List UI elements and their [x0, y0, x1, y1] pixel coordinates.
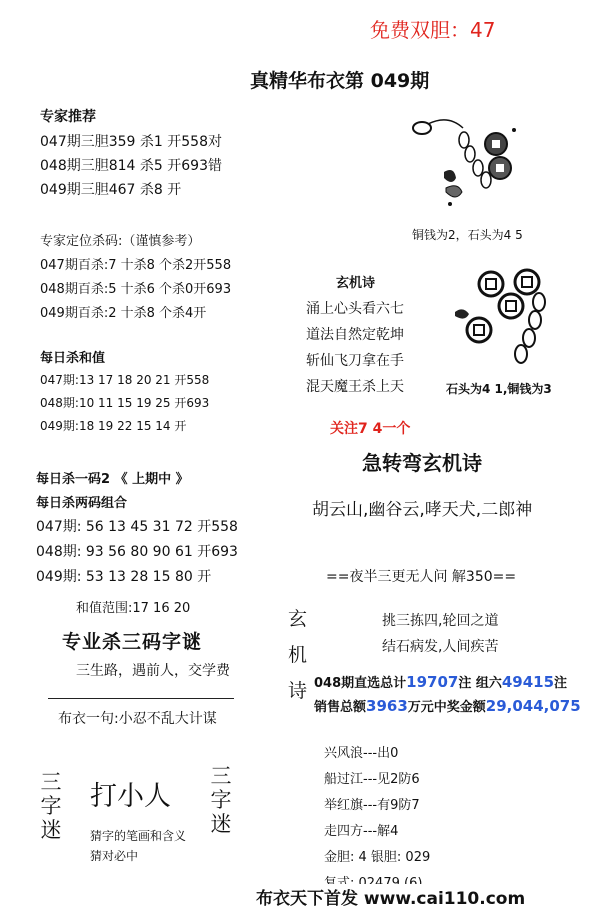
sales-total-value: 3963 [366, 697, 408, 715]
coins-caption-1: 铜钱为2，石头为4 5 [412, 228, 523, 242]
sum-range: 和值范围:17 16 20 [76, 601, 191, 616]
position-kill-heading: 专家定位杀码:（谨慎参考） [40, 234, 201, 249]
daily-code-line: 047期: 56 13 45 31 72 开558 [36, 519, 238, 535]
focus-note: 关注7 4一个 [330, 421, 411, 437]
xuanji-char: 诗 [288, 680, 308, 702]
daily-sum-line: 047期:13 17 18 20 21 开558 [40, 373, 210, 387]
xuanji-line: 挑三拣四,轮回之道 [382, 613, 499, 629]
page-title: 真精华布衣第 049期 [250, 70, 430, 92]
footer-site[interactable]: 布衣天下首发 www.cai110.com [254, 884, 527, 909]
direct-total-value: 19707 [406, 673, 459, 691]
position-kill-line: 048期百杀:5 十杀6 个杀0开693 [40, 282, 232, 297]
midnight-line: ==夜半三更无人问 解350== [326, 569, 517, 585]
expert-line: 049期三胆467 杀8 开 [40, 182, 182, 198]
gold-silver-line: 金胆: 4 银胆: 029 [324, 850, 431, 865]
position-kill-line: 047期百杀:7 十杀8 个杀2开558 [40, 258, 232, 273]
xuanji-char: 玄 [288, 608, 308, 630]
three-char-note: 猜对必中 [90, 849, 139, 863]
xuanji-char: 机 [288, 644, 308, 666]
three-char-left: 三字迷 [40, 770, 62, 842]
sales-label: 注 [554, 676, 568, 691]
sales-label: 048期直选总计 [314, 676, 407, 691]
riddle-line: 走四方---解4 [324, 824, 399, 839]
expert-line: 047期三胆359 杀1 开558对 [40, 134, 222, 150]
free-double-banner: 免费双胆：47 [370, 18, 496, 42]
daily-sum-line: 049期:18 19 22 15 14 开 [40, 419, 187, 433]
three-char-right: 三字迷 [210, 764, 232, 836]
sales-label: 万元中奖金额 [407, 700, 486, 715]
sales-label: 销售总额 [314, 700, 367, 715]
daily-code-line: 048期: 93 56 80 90 61 开693 [36, 544, 238, 560]
expert-heading: 专家推荐 [40, 109, 96, 125]
three-char-note: 猜字的笔画和含义 [90, 829, 187, 843]
one-line-tip: 布衣一句:小忍不乱大计谋 [58, 711, 217, 727]
sales-line-1 [314, 672, 567, 691]
daily-code-line: 049期: 53 13 28 15 80 开 [36, 569, 212, 585]
poem-line: 道法自然定乾坤 [306, 327, 404, 343]
sales-label: 注 组六 [458, 676, 502, 691]
riddle-text: 三生路，遇前人，交学费 [76, 663, 230, 679]
turn-poem-line: 胡云山,幽谷云,哮天犬,二郎神 [312, 500, 533, 520]
coins-caption-2: 石头为4 1,铜钱为3 [446, 382, 552, 396]
poem-line: 涌上心头看六七 [306, 301, 404, 317]
turn-poem-title: 急转弯玄机诗 [362, 451, 482, 475]
stones-coins-illustration [455, 268, 565, 376]
daily-sum-heading: 每日杀和值 [40, 351, 106, 366]
coins-stones-illustration [408, 108, 533, 220]
riddle-line: 船过江---见2防6 [324, 772, 420, 787]
poem-line: 斩仙飞刀拿在手 [306, 353, 404, 369]
poem-line: 混天魔王杀上天 [306, 379, 404, 395]
daily-pair-heading: 每日杀两码组合 [36, 496, 128, 511]
daily-code-heading: 每日杀一码2 《 上期中 》 [36, 472, 189, 487]
expert-line: 048期三胆814 杀5 开693错 [40, 158, 222, 174]
riddle-title: 专业杀三码字谜 [62, 631, 203, 653]
riddle-line: 兴风浪---出0 [324, 746, 399, 761]
position-kill-line: 049期百杀:2 十杀8 个杀4开 [40, 306, 207, 321]
three-char-main: 打小人 [90, 781, 171, 812]
sales-line-2 [314, 696, 581, 715]
divider [48, 698, 234, 699]
daily-sum-line: 048期:10 11 15 19 25 开693 [40, 396, 210, 410]
prize-amount-value: 29,044,075 [485, 697, 581, 715]
group-six-value: 49415 [501, 673, 555, 691]
riddle-line: 举红旗---有9防7 [324, 798, 420, 813]
poem-heading: 玄机诗 [336, 276, 376, 291]
xuanji-line: 结石病发,人间疾苦 [382, 639, 499, 655]
